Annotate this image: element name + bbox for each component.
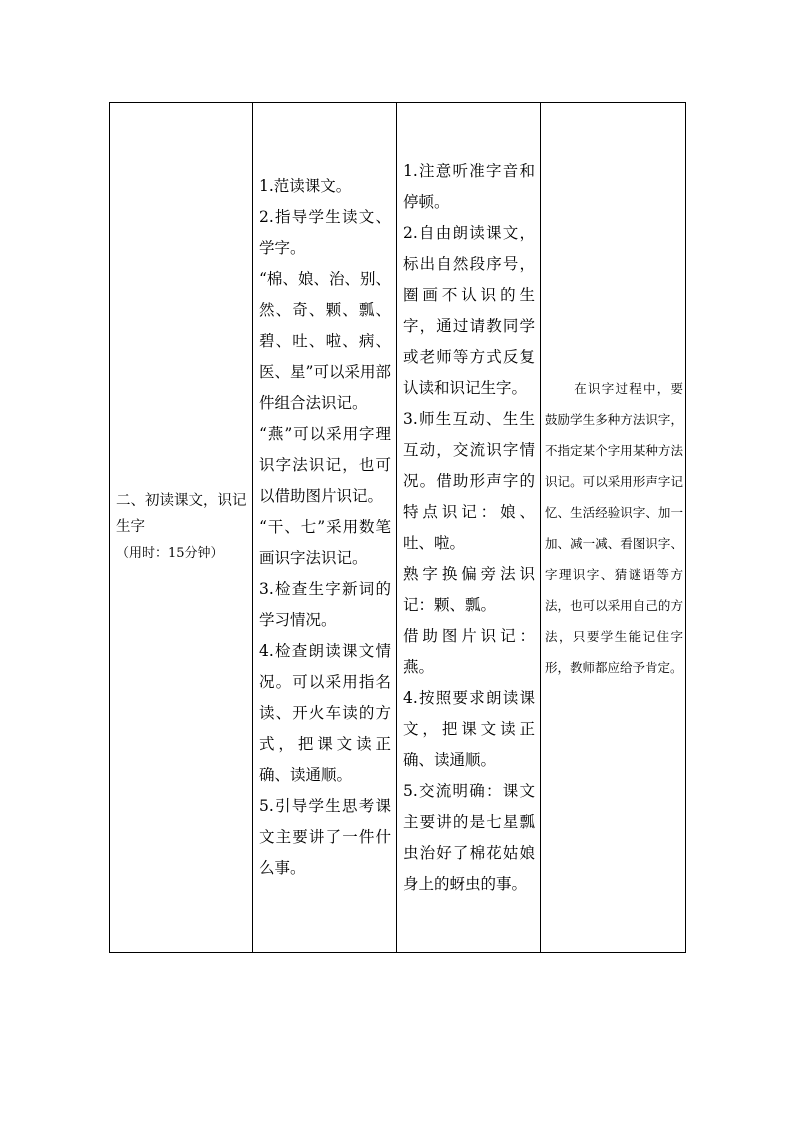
- student-step: 借助图片识记：燕。: [403, 626, 535, 676]
- student-step: 2.自由朗读课文，标出自然段序号，圈画不认识的生字，通过请教同学或老师等方式反复认读和识记生字。: [403, 223, 535, 397]
- teacher-step: “燕”可以采用字理识字法识记，也可以借助图片识记。: [259, 425, 391, 505]
- teacher-step: 2.指导学生读文、学字。: [259, 208, 391, 257]
- design-note-text: 在识字过程中，要鼓励学生多种方法识字，不指定某个字用某种方法识记。可以采用形声字记忆、生活经验识字、加一加、减一减、看图识字、字理识字、猜谜语等方法，也可以采用自己的方法，只要学生能记住字形，教师都应给予肯定。: [545, 380, 683, 675]
- teacher-step: 4.检查朗读课文情况。可以采用指名读、开火车读的方式，把课文读正确、读通顺。: [259, 642, 391, 784]
- phase-duration: （用时：15分钟）: [116, 546, 224, 561]
- student-step: 1.注意听准字音和停顿。: [403, 161, 535, 211]
- table-row: [110, 103, 686, 953]
- teacher-step: “干、七”采用数笔画识字法识记。: [259, 518, 391, 567]
- student-step: 3.师生互动、生生互动，交流识字情况。借助形声字的特点识记：娘、吐、啦。: [403, 409, 535, 552]
- phase-cell: [110, 103, 253, 953]
- teacher-step: 5.引导学生思考课文主要讲了一件什么事。: [259, 797, 391, 877]
- student-step: 熟字换偏旁法识记：颗、瓢。: [403, 564, 535, 614]
- teacher-step: “棉、娘、治、别、然、奇、颗、瓢、碧、吐、啦、病、医、星”可以采用部件组合法识记。: [259, 270, 391, 412]
- design-note-cell: [541, 103, 686, 953]
- student-step: 4.按照要求朗读课文，把课文读正确、读通顺。: [403, 688, 535, 769]
- teacher-step: 3.检查生字新词的学习情况。: [259, 580, 391, 629]
- teacher-step: 1.范读课文。: [259, 177, 352, 195]
- student-step: 5.交流明确：课文主要讲的是七星瓢虫治好了棉花姑娘身上的蚜虫的事。: [403, 781, 535, 893]
- teacher-activities-cell: [253, 103, 397, 953]
- student-activities-cell: [397, 103, 541, 953]
- phase-title: 二、初读课文，识记生字: [116, 493, 247, 535]
- lesson-plan-table: [109, 102, 686, 953]
